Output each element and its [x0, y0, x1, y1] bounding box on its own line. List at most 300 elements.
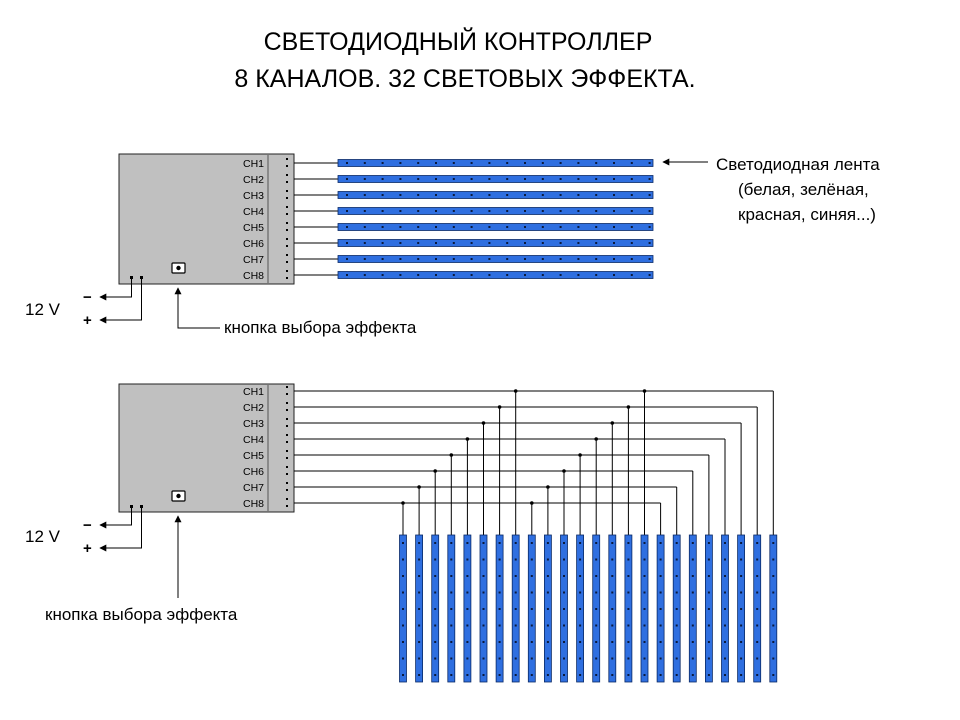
led-dot: [499, 674, 501, 676]
led-dot: [483, 559, 485, 561]
led-dot: [577, 258, 579, 260]
led-dot: [471, 210, 473, 212]
led-dot: [563, 542, 565, 544]
led-dot: [364, 242, 366, 244]
led-dot: [577, 162, 579, 164]
led-dot: [417, 258, 419, 260]
led-dot: [563, 592, 565, 594]
led-dot: [613, 210, 615, 212]
led-dot: [483, 674, 485, 676]
led-dot: [692, 542, 694, 544]
led-dot: [627, 575, 629, 577]
led-dot: [708, 575, 710, 577]
led-dot: [756, 674, 758, 676]
led-dot: [488, 258, 490, 260]
led-dot: [756, 658, 758, 660]
led-dot: [756, 575, 758, 577]
led-dot: [560, 210, 562, 212]
junction-dot: [498, 405, 502, 409]
led-strip-horizontal: [338, 192, 653, 199]
led-dot: [563, 625, 565, 627]
led-dot: [660, 592, 662, 594]
led-dot: [399, 274, 401, 276]
led-dot: [547, 674, 549, 676]
led-dot: [499, 542, 501, 544]
led-dot: [595, 210, 597, 212]
led-dot: [382, 242, 384, 244]
led-dot: [488, 210, 490, 212]
led-dot: [611, 592, 613, 594]
led-dot: [577, 178, 579, 180]
led-dot: [611, 575, 613, 577]
led-dot: [708, 658, 710, 660]
led-dot: [660, 674, 662, 676]
power-wire-bottom-plus: [100, 508, 142, 548]
led-dot: [453, 258, 455, 260]
led-dot: [547, 575, 549, 577]
led-dot: [542, 258, 544, 260]
led-dot: [506, 226, 508, 228]
led-dot: [649, 258, 651, 260]
led-dot: [740, 592, 742, 594]
led-dot: [483, 542, 485, 544]
led-dot: [547, 592, 549, 594]
led-dot: [434, 674, 436, 676]
channel-label-top-4: CH4: [243, 206, 265, 218]
led-dot: [740, 641, 742, 643]
junction-dot: [530, 501, 534, 505]
led-dot: [382, 258, 384, 260]
led-dot: [560, 178, 562, 180]
led-dot: [488, 162, 490, 164]
led-dot: [644, 575, 646, 577]
led-dot: [418, 674, 420, 676]
junction-dot: [627, 405, 631, 409]
led-dot: [346, 210, 348, 212]
led-dot: [708, 592, 710, 594]
led-dot: [595, 258, 597, 260]
led-strip-horizontal: [338, 176, 653, 183]
channel-label-bottom-7: CH7: [243, 482, 265, 494]
led-dot: [450, 658, 452, 660]
led-dot: [453, 274, 455, 276]
led-dot: [649, 194, 651, 196]
junction-dot: [643, 389, 647, 393]
led-dot: [631, 178, 633, 180]
led-dot: [418, 542, 420, 544]
led-dot: [724, 592, 726, 594]
minus-sign-bottom: −: [83, 517, 92, 534]
led-dot: [595, 242, 597, 244]
led-dot: [364, 162, 366, 164]
led-dot: [515, 658, 517, 660]
effect-button-top-dot: [176, 266, 180, 270]
led-dot: [399, 210, 401, 212]
led-dot: [547, 641, 549, 643]
led-dot: [772, 559, 774, 561]
led-dot: [435, 162, 437, 164]
led-dot: [435, 226, 437, 228]
led-dot: [531, 625, 533, 627]
led-dot: [453, 242, 455, 244]
terminal-pin-top: [286, 245, 288, 247]
led-dot: [676, 625, 678, 627]
led-dot: [560, 226, 562, 228]
strip-label-line-3: красная, синяя...): [738, 205, 876, 224]
led-dot: [740, 542, 742, 544]
led-dot: [631, 210, 633, 212]
led-dot: [417, 178, 419, 180]
led-dot: [488, 194, 490, 196]
led-dot: [506, 162, 508, 164]
led-dot: [595, 194, 597, 196]
channel-label-bottom-4: CH4: [243, 434, 265, 446]
led-dot: [346, 274, 348, 276]
led-dot: [676, 641, 678, 643]
led-dot: [434, 559, 436, 561]
led-dot: [560, 274, 562, 276]
terminal-pin-top: [286, 206, 288, 208]
led-dot: [611, 559, 613, 561]
led-dot: [524, 226, 526, 228]
led-dot: [577, 242, 579, 244]
led-dot: [676, 674, 678, 676]
led-dot: [382, 178, 384, 180]
terminal-pin-top: [286, 165, 288, 167]
led-dot: [772, 641, 774, 643]
led-dot: [660, 658, 662, 660]
led-dot: [418, 658, 420, 660]
junction-dot: [417, 485, 421, 489]
led-dot: [708, 608, 710, 610]
led-dot: [644, 674, 646, 676]
led-dot: [434, 575, 436, 577]
terminal-pin-top: [286, 238, 288, 240]
led-dot: [627, 625, 629, 627]
terminal-pin-bottom: [286, 505, 288, 507]
led-dot: [595, 178, 597, 180]
terminal-pin-bottom: [286, 466, 288, 468]
title-line-1: СВЕТОДИОДНЫЙ КОНТРОЛЛЕР: [263, 28, 653, 56]
led-dot: [471, 242, 473, 244]
led-dot: [692, 592, 694, 594]
channel-label-top-6: CH6: [243, 238, 265, 250]
led-dot: [649, 210, 651, 212]
led-dot: [563, 641, 565, 643]
led-dot: [547, 542, 549, 544]
junction-dot: [433, 469, 437, 473]
led-dot: [740, 575, 742, 577]
led-dot: [434, 658, 436, 660]
led-dot: [417, 210, 419, 212]
led-dot: [488, 274, 490, 276]
led-dot: [466, 625, 468, 627]
led-dot: [483, 608, 485, 610]
led-dot: [740, 625, 742, 627]
led-dot: [450, 542, 452, 544]
channel-label-top-5: CH5: [243, 222, 265, 234]
power-label-bottom: 12 V: [25, 527, 60, 546]
led-dot: [364, 258, 366, 260]
channel-label-top-7: CH7: [243, 254, 265, 266]
led-dot: [631, 242, 633, 244]
led-dot: [692, 674, 694, 676]
led-dot: [483, 641, 485, 643]
led-dot: [542, 178, 544, 180]
terminal-pin-top: [286, 254, 288, 256]
terminal-pin-top: [286, 213, 288, 215]
controller-bottom-output-wires: [294, 389, 773, 535]
led-dot: [399, 258, 401, 260]
led-dot: [660, 575, 662, 577]
led-dot: [346, 258, 348, 260]
channel-label-bottom-5: CH5: [243, 450, 265, 462]
led-dot: [531, 592, 533, 594]
led-dot: [524, 178, 526, 180]
led-dot: [579, 575, 581, 577]
led-dot: [627, 592, 629, 594]
led-dot: [613, 194, 615, 196]
led-dot: [531, 674, 533, 676]
button-label-top: кнопка выбора эффекта: [224, 318, 417, 337]
led-dot: [676, 592, 678, 594]
led-dot: [542, 210, 544, 212]
led-dot: [402, 592, 404, 594]
led-dot: [418, 641, 420, 643]
led-dot: [515, 625, 517, 627]
led-dot: [649, 242, 651, 244]
terminal-pin-bottom: [286, 409, 288, 411]
led-dot: [524, 242, 526, 244]
led-dot: [531, 542, 533, 544]
led-dot: [692, 641, 694, 643]
led-dot: [611, 674, 613, 676]
led-dot: [499, 608, 501, 610]
power-label-top: 12 V: [25, 300, 60, 319]
led-dot: [627, 658, 629, 660]
led-dot: [692, 658, 694, 660]
led-dot: [402, 542, 404, 544]
plus-sign-bottom: +: [83, 540, 92, 557]
led-dot: [346, 226, 348, 228]
junction-dot: [514, 389, 518, 393]
led-dot: [515, 608, 517, 610]
led-dot: [644, 542, 646, 544]
led-dot: [499, 641, 501, 643]
junction-dot: [466, 437, 470, 441]
led-dot: [435, 194, 437, 196]
led-dot: [542, 162, 544, 164]
led-dot: [506, 210, 508, 212]
led-dot: [417, 162, 419, 164]
led-strip-horizontal: [338, 256, 653, 263]
led-dot: [708, 641, 710, 643]
led-dot: [595, 592, 597, 594]
led-dot: [595, 226, 597, 228]
led-dot: [644, 641, 646, 643]
led-dot: [450, 674, 452, 676]
led-dot: [453, 162, 455, 164]
led-dot: [724, 542, 726, 544]
led-dot: [577, 274, 579, 276]
led-dot: [649, 178, 651, 180]
led-dot: [364, 194, 366, 196]
led-dot: [417, 226, 419, 228]
led-dot: [676, 575, 678, 577]
led-dot: [542, 242, 544, 244]
led-dot: [724, 658, 726, 660]
led-dot: [499, 658, 501, 660]
led-dot: [524, 258, 526, 260]
led-dot: [627, 641, 629, 643]
terminal-pin-top: [286, 158, 288, 160]
led-dot: [676, 608, 678, 610]
channel-label-bottom-1: CH1: [243, 386, 265, 398]
led-dot: [613, 162, 615, 164]
led-dot: [613, 242, 615, 244]
led-dot: [660, 608, 662, 610]
led-dot: [613, 178, 615, 180]
power-pin-top-1: [130, 276, 133, 279]
led-dot: [382, 194, 384, 196]
led-dot: [402, 575, 404, 577]
led-dot: [756, 542, 758, 544]
led-dot: [483, 575, 485, 577]
title-line-2: 8 КАНАЛОВ. 32 СВЕТОВЫХ ЭФФЕКТА.: [234, 65, 696, 93]
led-dot: [515, 575, 517, 577]
led-dot: [676, 658, 678, 660]
led-dot: [560, 258, 562, 260]
led-dot: [740, 608, 742, 610]
led-dot: [724, 625, 726, 627]
led-dot: [531, 641, 533, 643]
junction-dot: [482, 421, 486, 425]
terminal-pin-top: [286, 277, 288, 279]
led-dot: [364, 210, 366, 212]
led-dot: [708, 542, 710, 544]
led-dot: [434, 641, 436, 643]
led-dot: [466, 658, 468, 660]
terminal-pin-top: [286, 190, 288, 192]
led-dot: [418, 592, 420, 594]
led-dot: [740, 674, 742, 676]
led-dot: [506, 178, 508, 180]
led-dot: [649, 226, 651, 228]
led-dot: [471, 258, 473, 260]
led-dot: [471, 178, 473, 180]
led-dot: [434, 608, 436, 610]
channel-label-bottom-2: CH2: [243, 402, 265, 414]
led-dot: [466, 641, 468, 643]
led-dot: [649, 162, 651, 164]
controller-top-output-wires: [294, 163, 338, 275]
junction-dot: [450, 453, 454, 457]
led-dot: [708, 625, 710, 627]
terminal-pin-bottom: [286, 441, 288, 443]
led-strip-horizontal: [338, 272, 653, 279]
led-strip-horizontal: [338, 240, 653, 247]
led-dot: [399, 194, 401, 196]
led-dot: [772, 658, 774, 660]
led-dot: [724, 608, 726, 610]
led-dot: [399, 242, 401, 244]
led-dot: [531, 608, 533, 610]
led-dot: [631, 258, 633, 260]
led-dot: [676, 542, 678, 544]
vertical-led-strips: [400, 535, 777, 682]
led-dot: [547, 608, 549, 610]
led-dot: [613, 258, 615, 260]
led-dot: [488, 242, 490, 244]
terminal-pin-top: [286, 270, 288, 272]
led-dot: [740, 658, 742, 660]
led-dot: [595, 575, 597, 577]
led-dot: [499, 559, 501, 561]
led-dot: [506, 274, 508, 276]
led-dot: [364, 226, 366, 228]
led-dot: [542, 274, 544, 276]
led-dot: [399, 162, 401, 164]
led-dot: [708, 559, 710, 561]
led-dot: [515, 674, 517, 676]
led-dot: [563, 658, 565, 660]
led-dot: [483, 658, 485, 660]
channel-label-bottom-3: CH3: [243, 418, 265, 430]
terminal-pin-top: [286, 261, 288, 263]
terminal-pin-bottom: [286, 450, 288, 452]
led-dot: [382, 210, 384, 212]
led-dot: [772, 542, 774, 544]
led-dot: [515, 641, 517, 643]
led-dot: [499, 575, 501, 577]
led-dot: [434, 625, 436, 627]
led-dot: [542, 194, 544, 196]
led-dot: [579, 674, 581, 676]
channel-label-top-1: CH1: [243, 158, 265, 170]
led-dot: [611, 641, 613, 643]
led-dot: [418, 575, 420, 577]
led-dot: [418, 625, 420, 627]
led-dot: [471, 194, 473, 196]
led-dot: [524, 194, 526, 196]
junction-dot: [611, 421, 615, 425]
led-dot: [515, 559, 517, 561]
led-dot: [453, 194, 455, 196]
led-dot: [627, 674, 629, 676]
led-dot: [611, 625, 613, 627]
terminal-pin-top: [286, 174, 288, 176]
led-dot: [402, 625, 404, 627]
effect-button-bottom-dot: [176, 494, 180, 498]
led-dot: [417, 274, 419, 276]
led-dot: [676, 559, 678, 561]
terminal-pin-bottom: [286, 425, 288, 427]
led-dot: [724, 575, 726, 577]
led-dot: [450, 641, 452, 643]
top-diagram: [25, 154, 880, 337]
led-dot: [450, 592, 452, 594]
led-dot: [660, 559, 662, 561]
led-dot: [402, 641, 404, 643]
power-pin-bottom-2: [140, 505, 143, 508]
led-dot: [435, 210, 437, 212]
led-dot: [450, 625, 452, 627]
led-dot: [595, 608, 597, 610]
led-dot: [772, 674, 774, 676]
led-dot: [435, 258, 437, 260]
channel-label-top-3: CH3: [243, 190, 265, 202]
button-arrow-top: [178, 288, 220, 328]
